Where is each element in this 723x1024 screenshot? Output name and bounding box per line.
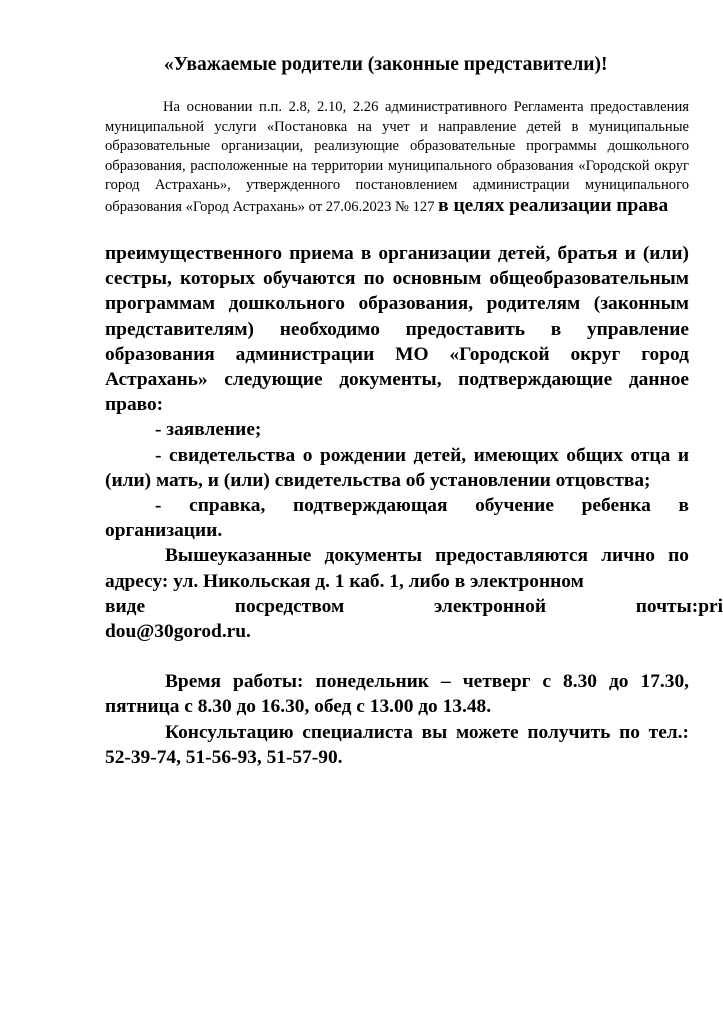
submission-word-4: почты:: [635, 595, 699, 617]
work-hours: Время работы: понедельник – четверг с 8.30 до 17.30, пятница с 8.30 до 16.30, обед с 13.00 до 13.48.: [105, 671, 689, 718]
list-item-study-certificate: - справка, подтверждающая обучение ребенка в организации.: [105, 495, 689, 542]
submission-paragraph: [105, 543, 689, 593]
email-prefix: pri: [698, 595, 723, 617]
email-address: dou@30gorod.ru.: [105, 621, 251, 643]
consultation-info: Консультацию специалиста вы можете получить по тел.: 52-39-74, 51-56-93, 51-57-90.: [105, 721, 689, 768]
submission-word-3: электронной: [433, 595, 547, 617]
main-content: [105, 241, 723, 770]
submission-word-1: виде: [105, 595, 146, 617]
list-item-application: - заявление;: [155, 419, 262, 441]
intro-paragraph: [105, 98, 689, 218]
intro-regular-text: На основании п.п. 2.8, 2.10, 2.26 административного Регламента предоставления муниципальной услуги «Постановка на учет и направление детей в муниципальные образовательные организации, реализующие образовательные программы дошкольного образования, расположенные на территории муниципального образования «Городской округ город Астрахань», утвержденного постановлением администрации муниципального образования «Город Астрахань» от 27.06.2023 № 127: [105, 99, 689, 215]
main-paragraph: преимущественного приема в организации детей, братья и (или) сестры, которых обучаются по основным общеобразовательным программам дошкольного образования, родителям (законным представителям) необходимо предоставить в управление образования администрации МО «Городской округ город Астрахань» следующие документы, подтверждающие данное право:: [105, 243, 689, 416]
submission-text: Вышеуказанные документы предоставляются лично по адресу: ул. Никольская д. 1 каб. 1, либо в электронном: [105, 545, 689, 592]
list-item-birth-certificates: - свидетельства о рождении детей, имеющих общих отца и (или) мать, и (или) свидетельства об установлении отцовства;: [105, 444, 689, 491]
submission-email-line: [105, 594, 723, 619]
submission-word-2: посредством: [234, 595, 345, 617]
intro-bold-text: в целях реализации права: [438, 194, 669, 216]
page-title: «Уважаемые родители (законные представители)!: [164, 54, 608, 75]
